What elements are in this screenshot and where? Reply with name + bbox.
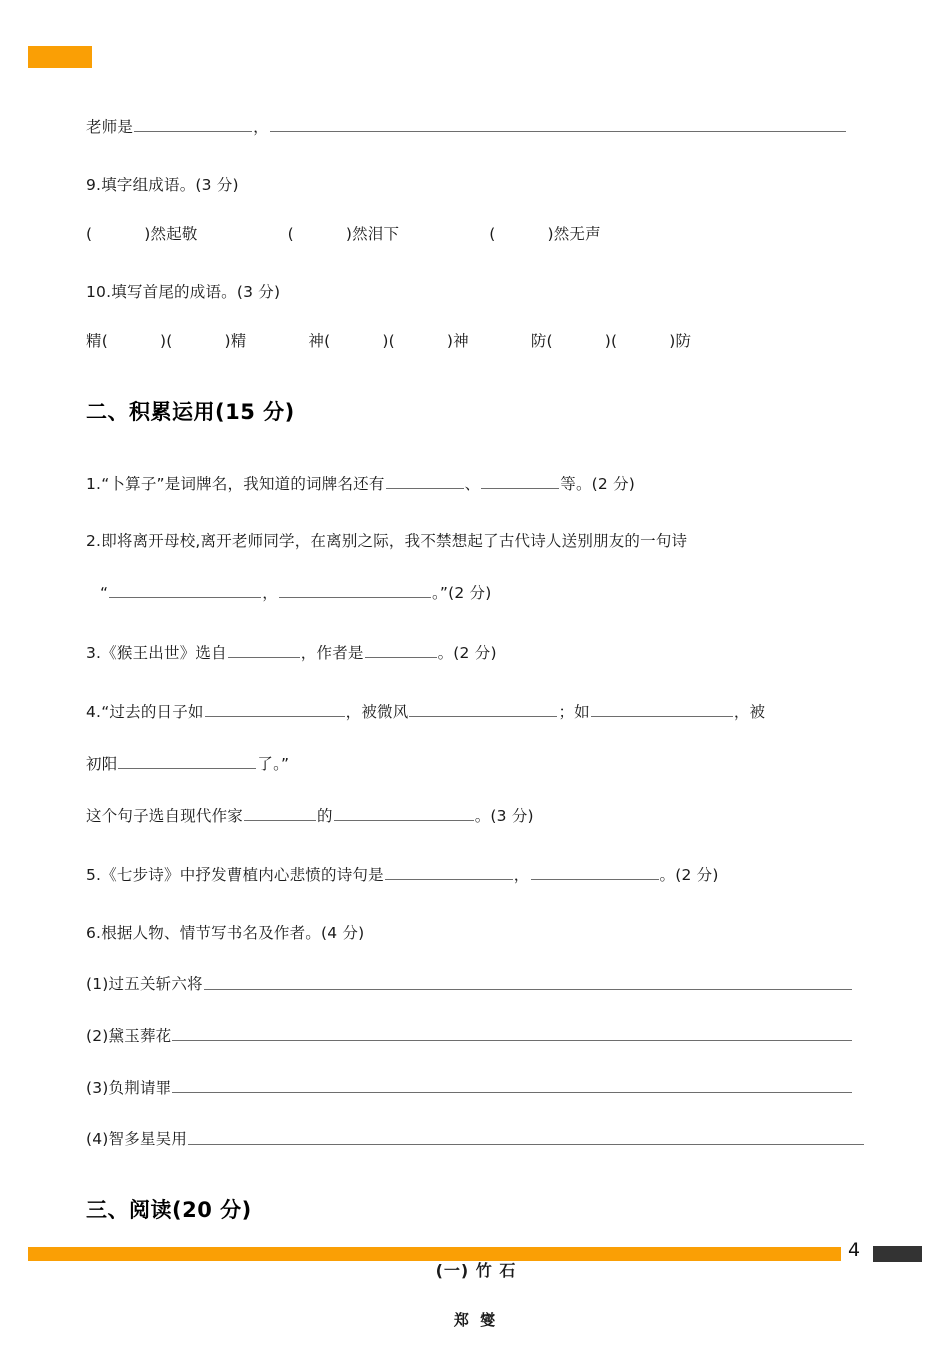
blank-underline[interactable] — [386, 475, 464, 489]
poem-author: 郑 燮 — [453, 1311, 499, 1330]
section2-question-6-prompt: 6.根据人物、情节写书名及作者。(4 分) — [86, 923, 365, 942]
page-content — [86, 118, 876, 1328]
blank-underline[interactable] — [172, 1027, 852, 1041]
teacher-fill-line — [86, 118, 876, 136]
section2-question-3 — [86, 644, 876, 662]
footer-accent-bar — [28, 1247, 841, 1261]
idiom-head: 精( — [86, 332, 108, 351]
idiom-blank-open: ( — [489, 225, 496, 244]
blank-underline[interactable] — [228, 644, 300, 658]
blank-underline[interactable] — [204, 975, 852, 989]
idiom-blank-close: )然无声 — [547, 225, 601, 244]
teacher-line-prefix: 老师是 — [86, 118, 134, 137]
q2-quote-open: “ — [100, 584, 109, 603]
q1-part-c: 等。(2 分) — [560, 474, 636, 493]
q1-part-a: 1.“卜算子”是词牌名，我知道的词牌名还有 — [86, 474, 385, 493]
question-9-items — [86, 227, 876, 243]
teacher-line-separator: ， — [253, 118, 269, 137]
q5-separator: ， — [513, 866, 530, 885]
idiom-blank-open: ( — [86, 225, 93, 244]
q4-part-c: ；如 — [558, 703, 590, 722]
blank-underline[interactable] — [334, 807, 474, 821]
question-10-items — [86, 334, 876, 350]
q4-line3-a: 这个句子选自现代作家 — [86, 806, 244, 825]
page-number: 4 — [848, 1239, 861, 1261]
q5-part-a: 5.《七步诗》中抒发曹植内心悲愤的诗句是 — [86, 866, 384, 885]
page-footer — [0, 1239, 950, 1267]
q4-line3-c: 。(3 分) — [474, 806, 534, 825]
q1-part-b: 、 — [464, 474, 481, 493]
idiom-tail: )防 — [669, 332, 692, 351]
q2-separator: ， — [262, 584, 278, 603]
section-heading-three: 三、阅读(20 分) — [86, 1198, 252, 1223]
blank-underline[interactable] — [531, 866, 659, 880]
blank-underline[interactable] — [409, 703, 557, 717]
section2-question-2-line1: 2.即将离开母校,离开老师同学，在离别之际，我不禁想起了古代诗人送别朋友的一句诗 — [86, 532, 688, 551]
blank-underline[interactable] — [109, 584, 261, 598]
idiom-head: 神( — [308, 332, 331, 351]
q6-item-label: (4)智多星吴用 — [86, 1130, 188, 1149]
q6-item-label: (2)黛玉葬花 — [86, 1027, 172, 1046]
section2-question-4-line2 — [86, 755, 876, 773]
blank-underline[interactable] — [481, 475, 559, 489]
idiom-mid: )( — [159, 332, 173, 351]
blank-underline[interactable] — [365, 644, 437, 658]
idiom-head: 防( — [530, 332, 553, 351]
idiom-blank-open: ( — [287, 225, 294, 244]
blank-underline[interactable] — [172, 1079, 852, 1093]
section2-question-1 — [86, 475, 876, 493]
q3-part-a: 3.《猴王出世》选自 — [86, 643, 227, 662]
q4-line2-b: 了。” — [257, 755, 290, 774]
q4-line3-b: 的 — [317, 806, 333, 825]
question-9-prompt: 9.填字组成语。(3 分) — [86, 175, 239, 194]
idiom-blank-close: )然起敬 — [144, 225, 198, 244]
question-10-prompt: 10.填写首尾的成语。(3 分) — [86, 282, 281, 301]
q4-line2-a: 初阳 — [86, 755, 118, 774]
section2-question-6-item — [86, 975, 876, 993]
q6-item-label: (1)过五关斩六将 — [86, 975, 203, 994]
idiom-blank-close: )然泪下 — [345, 225, 400, 244]
blank-underline[interactable] — [244, 807, 316, 821]
section2-question-4-line1 — [86, 703, 876, 721]
blank-underline[interactable] — [118, 755, 256, 769]
q3-part-c: 。(2 分) — [437, 643, 497, 662]
section2-question-5 — [86, 866, 876, 884]
q4-part-b: ，被微风 — [345, 703, 409, 722]
section2-question-2-line2 — [86, 584, 876, 602]
section-heading-two: 二、积累运用(15 分) — [86, 399, 295, 424]
q4-part-d: ，被 — [733, 703, 766, 722]
q4-part-a: 4.“过去的日子如 — [86, 703, 204, 722]
blank-underline[interactable] — [270, 118, 846, 132]
idiom-tail: )神 — [446, 332, 469, 351]
section2-question-6-item — [86, 1027, 876, 1045]
q3-part-b: ，作者是 — [300, 643, 364, 662]
idiom-tail: )精 — [224, 332, 247, 351]
blank-underline[interactable] — [188, 1130, 864, 1144]
blank-underline[interactable] — [591, 703, 733, 717]
blank-underline[interactable] — [279, 584, 431, 598]
blank-underline[interactable] — [205, 703, 345, 717]
q6-item-label: (3)负荆请罪 — [86, 1078, 172, 1097]
section2-question-6-item — [86, 1130, 876, 1148]
footer-dark-block — [873, 1246, 922, 1262]
blank-underline[interactable] — [134, 118, 252, 132]
header-accent-block — [28, 46, 92, 68]
idiom-mid: )( — [604, 332, 618, 351]
q5-part-c: 。(2 分) — [659, 866, 719, 885]
idiom-mid: )( — [382, 332, 395, 351]
q2-quote-close: 。”(2 分) — [431, 584, 492, 603]
blank-underline[interactable] — [385, 866, 513, 880]
section2-question-6-item — [86, 1079, 876, 1097]
poem-title: (一) 竹 石 — [435, 1261, 517, 1281]
section2-question-4-line3 — [86, 807, 876, 825]
